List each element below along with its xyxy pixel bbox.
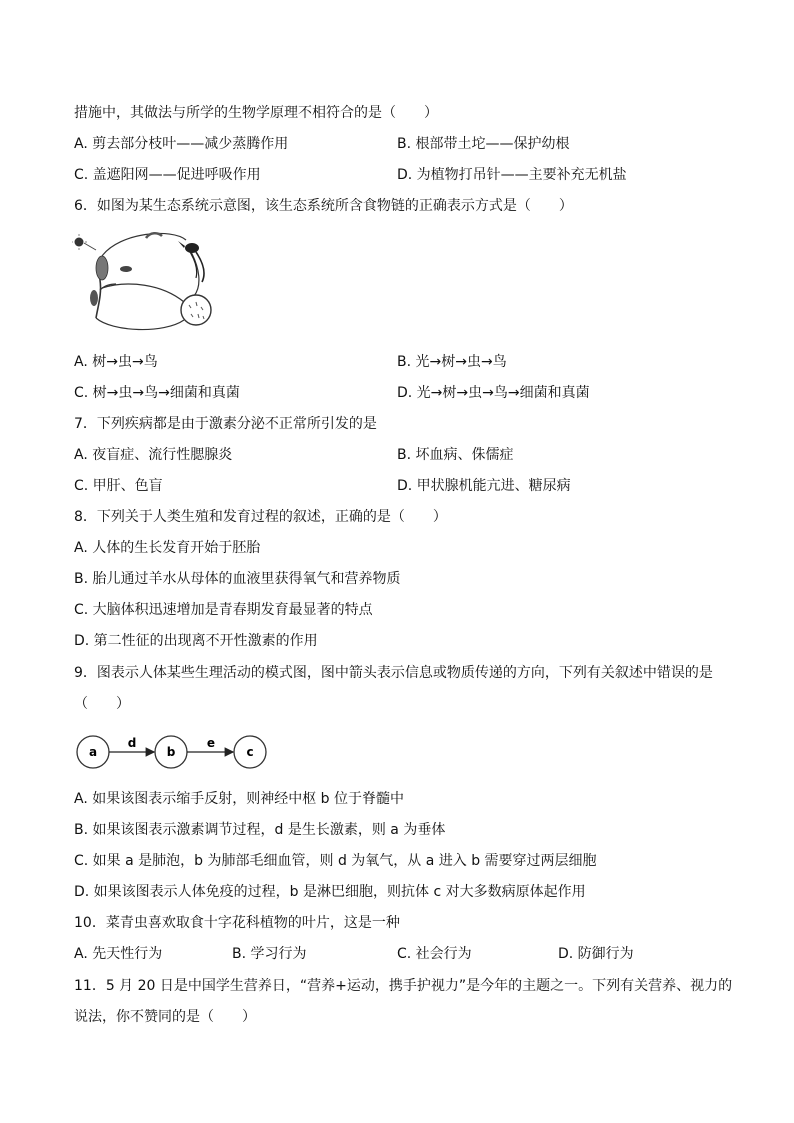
q8-option-a: A. 人体的生长发育开始于胚胎: [74, 540, 261, 556]
q5-option-b: B. 根部带土坨——保护幼根: [397, 136, 570, 152]
q5-option-d: D. 为植物打吊针——主要补充无机盐: [397, 167, 627, 183]
q6-stem: 6．如图为某生态系统示意图，该生态系统所含食物链的正确表示方式是（ ）: [74, 198, 573, 214]
tree-icon: [90, 256, 116, 318]
q8-option-b: B. 胎儿通过羊水从母体的血液里获得氧气和营养物质: [74, 571, 401, 587]
q5-option-c: C. 盖遮阳网——促进呼吸作用: [74, 167, 261, 183]
q10-option-d: D. 防御行为: [558, 946, 634, 962]
q10-option-b: B. 学习行为: [232, 946, 307, 962]
bird-icon: [178, 241, 204, 282]
q9-option-c: C. 如果 a 是肺泡，b 为肺部毛细血管，则 d 为氧气，从 a 进入 b 需要穿过两层细胞: [74, 853, 597, 869]
signal-flow-diagram: [74, 733, 270, 771]
node-c-label: c: [246, 745, 254, 759]
q6-option-a: A. 树→虫→鸟: [74, 354, 158, 370]
q5-option-a: A. 剪去部分枝叶——减少蒸腾作用: [74, 136, 289, 152]
q9-option-d: D. 如果该图表示人体免疫的过程，b 是淋巴细胞，则抗体 c 对大多数病原体起作用: [74, 884, 586, 900]
node-a-label: a: [88, 745, 98, 759]
q10-stem: 10．菜青虫喜欢取食十字花科植物的叶片，这是一种: [74, 915, 400, 931]
q9-stem-continuation: （ ）: [74, 696, 130, 712]
edge-d-label: d: [127, 736, 137, 750]
q7-option-c: C. 甲肝、色盲: [74, 478, 163, 494]
q8-stem: 8．下列关于人类生殖和发育过程的叙述，正确的是（ ）: [74, 509, 447, 525]
q11-stem-continuation: 说法，你不赞同的是（ ）: [74, 1009, 256, 1025]
caterpillar-icon: [146, 233, 162, 238]
q9-option-a: A. 如果该图表示缩手反射，则神经中枢 b 位于脊髓中: [74, 791, 405, 807]
q7-option-d: D. 甲状腺机能亢进、糖尿病: [397, 478, 571, 494]
sun-icon: [75, 238, 84, 247]
q5-stem: 措施中，其做法与所学的生物学原理不相符合的是（ ）: [74, 105, 438, 121]
q7-option-a: A. 夜盲症、流行性腮腺炎: [74, 447, 233, 463]
q6-option-b: B. 光→树→虫→鸟: [397, 354, 507, 370]
q6-option-c: C. 树→虫→鸟→细菌和真菌: [74, 385, 240, 401]
bacteria-fungi-icon: [181, 295, 211, 325]
q9-stem: 9．图表示人体某些生理活动的模式图，图中箭头表示信息或物质传递的方向，下列有关叙述中错误的是: [74, 665, 713, 681]
insect-icon: [120, 266, 132, 272]
q7-stem: 7．下列疾病都是由于激素分泌不正常所引发的是: [74, 416, 377, 432]
q9-option-b: B. 如果该图表示激素调节过程，d 是生长激素，则 a 为垂体: [74, 822, 446, 838]
q10-option-a: A. 先天性行为: [74, 946, 163, 962]
ecosystem-diagram: [72, 228, 222, 336]
q7-option-b: B. 坏血病、侏儒症: [397, 447, 514, 463]
q8-option-c: C. 大脑体积迅速增加是青春期发育最显著的特点: [74, 602, 373, 618]
node-b-label: b: [166, 745, 176, 759]
q8-option-d: D. 第二性征的出现离不开性激素的作用: [74, 633, 318, 649]
edge-e-label: e: [206, 736, 216, 750]
q6-option-d: D. 光→树→虫→鸟→细菌和真菌: [397, 385, 590, 401]
q11-stem: 11．5 月 20 日是中国学生营养日，“营养+运动，携手护视力”是今年的主题之一。下列有关营养、视力的: [74, 978, 733, 994]
q10-option-c: C. 社会行为: [397, 946, 472, 962]
